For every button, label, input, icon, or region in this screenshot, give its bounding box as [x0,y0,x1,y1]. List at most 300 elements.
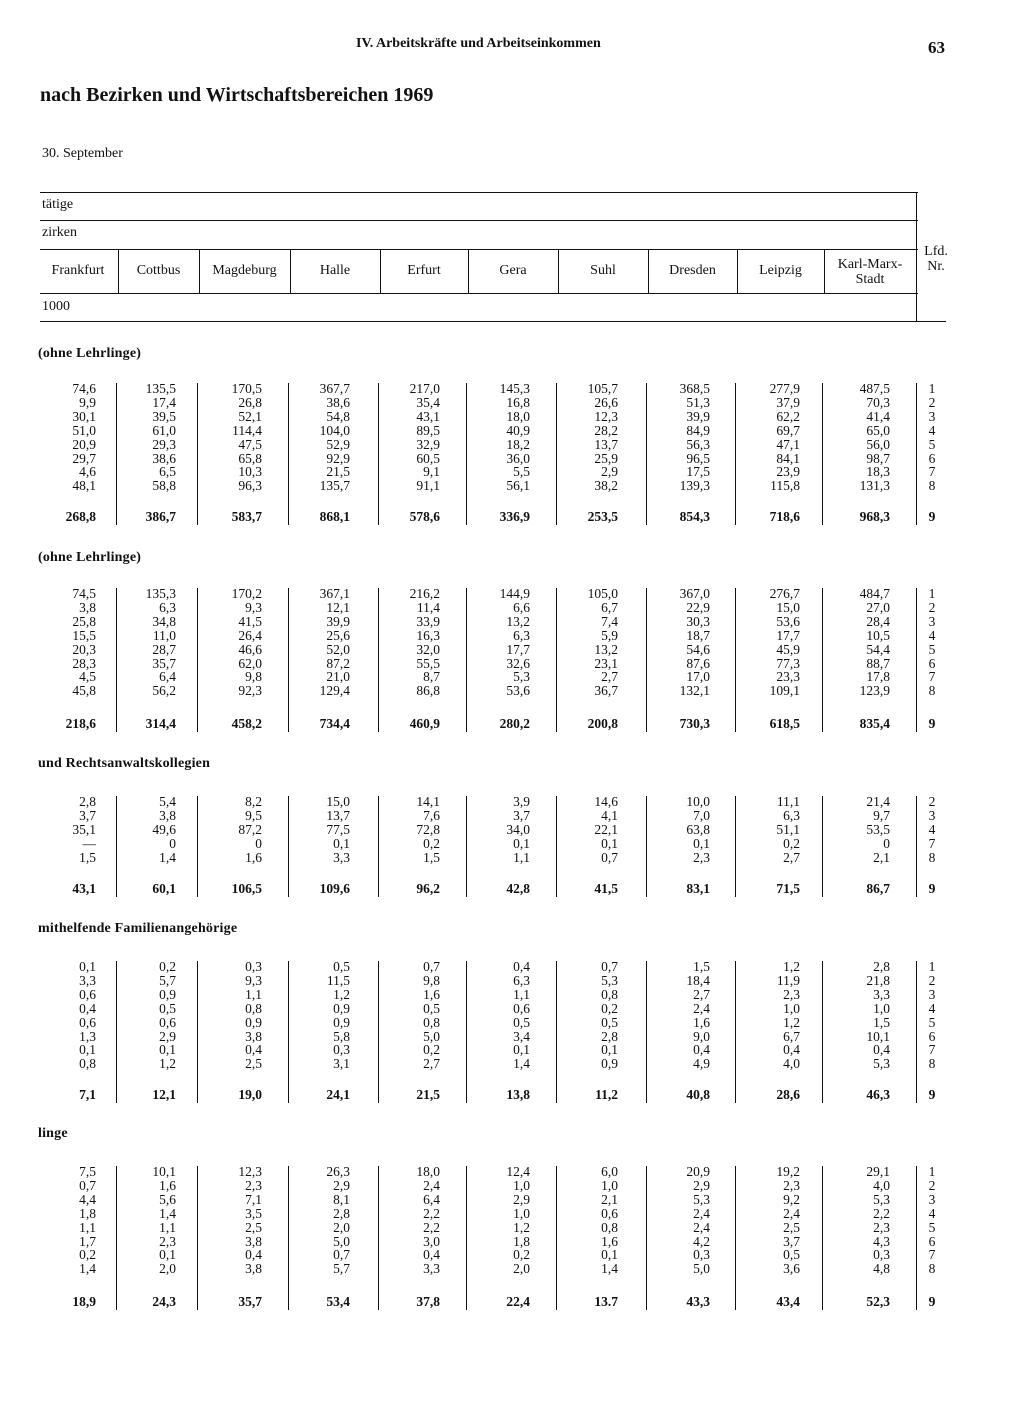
column-rule [466,1166,467,1310]
table-cell: 11,4 [416,599,440,615]
table-cell: 0,1 [333,835,350,851]
column-header-rule [380,249,381,294]
table-cell: 19,2 [776,1164,800,1179]
table-cell: 29,3 [152,436,176,452]
table-cell: 135,7 [319,478,350,494]
table-cell: 8,1 [333,1191,350,1207]
table-cell: 5,3 [873,1056,890,1072]
table-cell: 32,0 [416,641,440,657]
table-cell: 32,6 [506,655,530,671]
section-title: linge [38,1126,68,1141]
table-cell: 3,3 [333,849,350,865]
unit-label: 1000 [42,299,70,314]
table-cell: 105,7 [587,381,618,396]
total-cell: 718,6 [769,509,800,524]
column-rule [197,588,198,732]
column-rule [466,796,467,897]
table-cell: 1,4 [79,1261,96,1277]
table-cell: 9,3 [245,599,262,615]
column-rule [466,961,467,1103]
total-cell: 200,8 [587,716,618,731]
data-column [866,795,890,865]
table-cell: 87,6 [686,655,710,671]
table-cell: 62,2 [776,408,800,424]
table-cell: 1,2 [159,1056,176,1072]
table-cell: 0,2 [423,1042,440,1058]
data-column [506,1165,530,1276]
table-cell: 52,1 [238,408,262,424]
table-cell: 62,0 [238,655,262,671]
table-cell: 5,4 [159,794,176,809]
table-cell: 2,4 [693,1205,710,1221]
table-cell: 54,4 [866,641,890,657]
data-column [680,587,710,698]
table-cell: 15,0 [326,794,350,809]
table-cell: 77,3 [776,655,800,671]
data-column [152,795,176,865]
section-title: (ohne Lehrlinge) [38,346,142,361]
table-cell: 3,8 [245,1028,262,1044]
table-cell: 1,0 [601,1177,618,1193]
column-header-rule [118,249,119,294]
table-cell: 2,0 [159,1261,176,1277]
table-cell: 35,4 [416,394,440,410]
table-cell: 1,7 [79,1233,96,1249]
table-cell: 1,0 [873,1000,890,1016]
table-cell: 22,9 [686,599,710,615]
table-cell: 0,1 [601,1042,618,1058]
column-header-rule [199,249,200,294]
page-number: 63 [928,38,945,57]
row-number: 2 [928,394,936,410]
table-cell: 2,0 [513,1261,530,1277]
table-cell: 23,9 [776,464,800,480]
table-cell: 21,8 [866,972,890,988]
table-cell: 5,9 [601,627,618,643]
table-cell: 8,7 [423,669,440,685]
column-rule [116,796,117,897]
table-cell: 0,3 [245,959,262,974]
table-cell: 38,2 [594,478,618,494]
table-cell: 11,9 [776,972,800,988]
table-cell: 15,0 [776,599,800,615]
row-number: 3 [928,986,936,1002]
table-cell: 17,0 [686,669,710,685]
table-cell: 6,4 [423,1191,440,1207]
data-column [326,1165,350,1276]
table-cell: 28,7 [152,641,176,657]
data-column [770,587,800,698]
table-cell: 65,0 [866,422,890,438]
running-head: IV. Arbeitskräfte und Arbeitseinkommen [356,36,601,51]
table-cell: 0,4 [873,1042,890,1058]
header-rule [40,220,918,221]
table-cell: 0,8 [423,1014,440,1030]
row-number: 4 [928,1205,936,1221]
total-cell: 618,5 [769,716,800,731]
column-header-rule [468,249,469,294]
row-number: 8 [928,478,936,494]
table-cell: 3,3 [873,986,890,1002]
total-cell: 458,2 [231,716,262,731]
header-rule-top [40,192,918,193]
table-cell: 4,0 [873,1177,890,1193]
table-cell: 3,6 [783,1261,800,1277]
table-cell: 4,0 [783,1056,800,1072]
row-number: 2 [928,1177,936,1193]
table-cell: 56,3 [686,436,710,452]
total-cell: 35,7 [238,1294,262,1309]
total-cell: 96,2 [416,881,440,896]
data-column [72,795,96,865]
page-title: nach Bezirken und Wirtschaftsbereichen 1969 [40,84,434,106]
column-rule [822,1166,823,1310]
column-rule [197,383,198,525]
table-cell: 3,7 [513,807,530,823]
table-cell: 5,3 [601,972,618,988]
row-number: 7 [928,1247,936,1263]
table-cell: 4,8 [873,1261,890,1277]
table-cell: 0,9 [159,986,176,1002]
table-cell: 2,9 [601,464,618,480]
table-cell: 49,6 [152,821,176,837]
table-cell: 4,3 [873,1233,890,1249]
total-cell: 40,8 [686,1087,710,1102]
table-cell: 0,9 [245,1014,262,1030]
total-cell: 109,6 [319,881,350,896]
table-cell: 3,8 [159,807,176,823]
table-cell: 2,4 [423,1177,440,1193]
table-cell: 0,1 [79,1042,96,1058]
lfd-nr-column-rule [916,1166,917,1310]
total-cell: 60,1 [152,881,176,896]
row-number: 2 [928,972,936,988]
table-cell: 1,6 [423,986,440,1002]
total-cell: 968,3 [859,509,890,524]
table-cell: 0,2 [159,959,176,974]
total-cell: 734,4 [319,716,350,731]
table-cell: 4,6 [79,464,96,480]
table-cell: 1,4 [159,1205,176,1221]
table-cell: 0,1 [513,1042,530,1058]
total-cell: 28,6 [776,1087,800,1102]
table-cell: 0,6 [513,1000,530,1016]
table-cell: 51,3 [686,394,710,410]
table-cell: 61,0 [152,422,176,438]
data-column [146,587,176,698]
table-cell: 26,6 [594,394,618,410]
table-cell: 25,6 [326,627,350,643]
column-rule [822,383,823,525]
table-cell: 0,3 [873,1247,890,1263]
table-cell: 1,8 [513,1233,530,1249]
column-rule [116,961,117,1103]
table-cell: 18,3 [866,464,890,480]
table-cell: 2,2 [423,1205,440,1221]
table-cell: 1,1 [79,1219,96,1235]
total-cell: 22,4 [506,1294,530,1309]
table-cell: 0,4 [79,1000,96,1016]
table-cell: 0 [883,835,890,851]
table-cell: 54,6 [686,641,710,657]
table-cell: 368,5 [679,381,710,396]
table-cell: 2,0 [333,1219,350,1235]
table-cell: 2,1 [873,849,890,865]
data-column [159,960,176,1071]
row-number-column [922,382,942,493]
table-cell: 74,6 [72,381,96,396]
table-cell: 4,5 [79,669,96,685]
table-cell: 0,7 [79,1177,96,1193]
table-cell: 0,1 [79,959,96,974]
table-cell: 26,3 [326,1164,350,1179]
table-cell: 5,7 [333,1261,350,1277]
table-cell: 0 [169,835,176,851]
table-cell: 367,1 [319,586,350,601]
row-number: 9 [928,1294,936,1309]
table-cell: 1,0 [513,1205,530,1221]
table-cell: 35,7 [152,655,176,671]
row-number: 8 [928,1261,936,1277]
column-rule [735,796,736,897]
data-column [601,960,618,1071]
table-cell: 77,5 [326,821,350,837]
table-cell: 2,3 [693,849,710,865]
data-column [686,960,710,1071]
table-cell: 53,6 [506,683,530,699]
data-column [326,795,350,865]
table-cell: 0,4 [513,959,530,974]
table-cell: 32,9 [416,436,440,452]
table-cell: 14,6 [594,794,618,809]
table-cell: 21,5 [326,464,350,480]
column-rule [378,1166,379,1310]
table-cell: 0,5 [159,1000,176,1016]
table-cell: 1,5 [693,959,710,974]
column-rule [556,588,557,732]
header-rule [40,249,918,250]
data-column [506,795,530,865]
table-cell: 1,6 [601,1233,618,1249]
table-cell: 487,5 [859,381,890,396]
table-cell: 2,9 [159,1028,176,1044]
row-number: 2 [928,599,936,615]
table-cell: 11,0 [152,627,176,643]
column-header: Cottbus [136,263,181,278]
table-cell: 20,9 [72,436,96,452]
column-header: Erfurt [407,263,441,278]
row-number: 7 [928,835,936,851]
data-column [860,587,890,698]
column-rule [116,588,117,732]
table-cell: 35,1 [72,821,96,837]
table-cell: 0,8 [601,986,618,1002]
table-cell: 34,8 [152,613,176,629]
header-row-zirken: zirken [42,225,77,240]
table-cell: 216,2 [409,586,440,601]
table-cell: 52,9 [326,436,350,452]
table-cell: 9,5 [245,807,262,823]
table-cell: 53,5 [866,821,890,837]
row-number: 9 [928,716,936,731]
row-number-column [922,587,942,698]
table-cell: 41,4 [866,408,890,424]
total-cell: 868,1 [319,509,350,524]
data-column [770,382,800,493]
lfd-nr-column-rule [916,383,917,525]
table-cell: 0,5 [783,1247,800,1263]
total-cell: 336,9 [499,509,530,524]
column-rule [822,961,823,1103]
table-cell: 3,5 [245,1205,262,1221]
column-header: Halle [319,263,351,278]
table-cell: 1,6 [245,849,262,865]
row-number: 4 [928,1000,936,1016]
table-cell: 34,0 [506,821,530,837]
table-cell: 132,1 [679,683,710,699]
table-cell: 170,2 [231,586,262,601]
total-cell: 43,1 [72,881,96,896]
table-cell: 60,5 [416,450,440,466]
table-cell: 1,8 [79,1205,96,1221]
table-cell: 36,0 [506,450,530,466]
table-cell: 25,9 [594,450,618,466]
row-number: 6 [928,655,936,671]
table-cell: 9,2 [783,1191,800,1207]
table-cell: 0,6 [601,1205,618,1221]
data-column [680,382,710,493]
table-cell: 0 [255,835,262,851]
data-column [594,795,618,865]
table-cell: 6,3 [513,972,530,988]
total-cell: 280,2 [499,716,530,731]
total-cell: 314,4 [145,716,176,731]
table-cell: 131,3 [859,478,890,494]
table-cell: 123,9 [859,683,890,699]
table-cell: 10,5 [866,627,890,643]
column-rule [288,383,289,525]
table-cell: 87,2 [326,655,350,671]
table-cell: 72,8 [416,821,440,837]
table-cell: 1,3 [79,1028,96,1044]
table-cell: 2,5 [245,1219,262,1235]
data-column [410,587,440,698]
table-cell: 14,1 [416,794,440,809]
table-cell: 2,8 [333,1205,350,1221]
table-cell: 3,8 [245,1261,262,1277]
table-cell: 0,7 [423,959,440,974]
data-column [776,1165,800,1276]
table-cell: 29,1 [866,1164,890,1179]
row-number: 7 [928,464,936,480]
table-cell: 3,7 [783,1233,800,1249]
table-cell: 18,4 [686,972,710,988]
column-rule [646,383,647,525]
row-number: 7 [928,669,936,685]
table-cell: 109,1 [769,683,800,699]
table-cell: 6,3 [159,599,176,615]
table-cell: 2,3 [783,986,800,1002]
table-cell: 18,7 [686,627,710,643]
table-cell: 2,3 [873,1219,890,1235]
row-number: 5 [928,1219,936,1235]
table-cell: 2,8 [601,1028,618,1044]
table-cell: 144,9 [499,586,530,601]
data-column [72,587,96,698]
table-cell: 0,4 [783,1042,800,1058]
table-cell: 96,3 [238,478,262,494]
table-cell: 87,2 [238,821,262,837]
table-cell: 139,3 [679,478,710,494]
table-cell: 2,7 [601,669,618,685]
table-cell: 39,9 [686,408,710,424]
table-cell: 33,9 [416,613,440,629]
table-cell: 0,5 [513,1014,530,1030]
total-cell: 218,6 [65,716,96,731]
column-rule [197,961,198,1103]
table-cell: 6,4 [159,669,176,685]
column-rule [378,961,379,1103]
column-header-rule [824,249,825,294]
table-cell: 69,7 [776,422,800,438]
total-cell: 106,5 [231,881,262,896]
data-column [232,382,262,493]
column-rule [646,1166,647,1310]
table-cell: 2,7 [783,849,800,865]
column-rule [822,588,823,732]
total-cell: 43,4 [776,1294,800,1309]
column-rule [646,588,647,732]
table-cell: 2,9 [693,1177,710,1193]
total-cell: 52,3 [866,1294,890,1309]
table-cell: 9,0 [693,1028,710,1044]
table-cell: 6,3 [783,807,800,823]
table-cell: 1,6 [159,1177,176,1193]
column-header-rule [290,249,291,294]
total-cell: 46,3 [866,1087,890,1102]
table-cell: 89,5 [416,422,440,438]
total-cell: 53,4 [326,1294,350,1309]
data-column [416,795,440,865]
total-cell: 21,5 [416,1087,440,1102]
data-column [500,587,530,698]
total-cell: 86,7 [866,881,890,896]
table-cell: 17,5 [686,464,710,480]
table-cell: 12,1 [326,599,350,615]
table-cell: 10,3 [238,464,262,480]
table-cell: 47,1 [776,436,800,452]
table-cell: 23,1 [594,655,618,671]
total-cell: 460,9 [409,716,440,731]
table-cell: 1,5 [423,849,440,865]
total-cell: 24,1 [326,1087,350,1102]
table-cell: 114,4 [232,422,262,438]
table-cell: 21,4 [866,794,890,809]
table-cell: 65,8 [238,450,262,466]
lfd-nr-column-rule [916,192,917,322]
table-cell: 86,8 [416,683,440,699]
table-cell: 13,2 [506,613,530,629]
total-cell: 18,9 [72,1294,96,1309]
table-cell: 0,1 [159,1042,176,1058]
table-cell: 56,0 [866,436,890,452]
table-cell: 16,8 [506,394,530,410]
header-row-tatige: tätige [42,197,74,212]
table-cell: 1,4 [159,849,176,865]
table-cell: 0,1 [693,835,710,851]
table-cell: 26,8 [238,394,262,410]
total-cell: 583,7 [231,509,262,524]
